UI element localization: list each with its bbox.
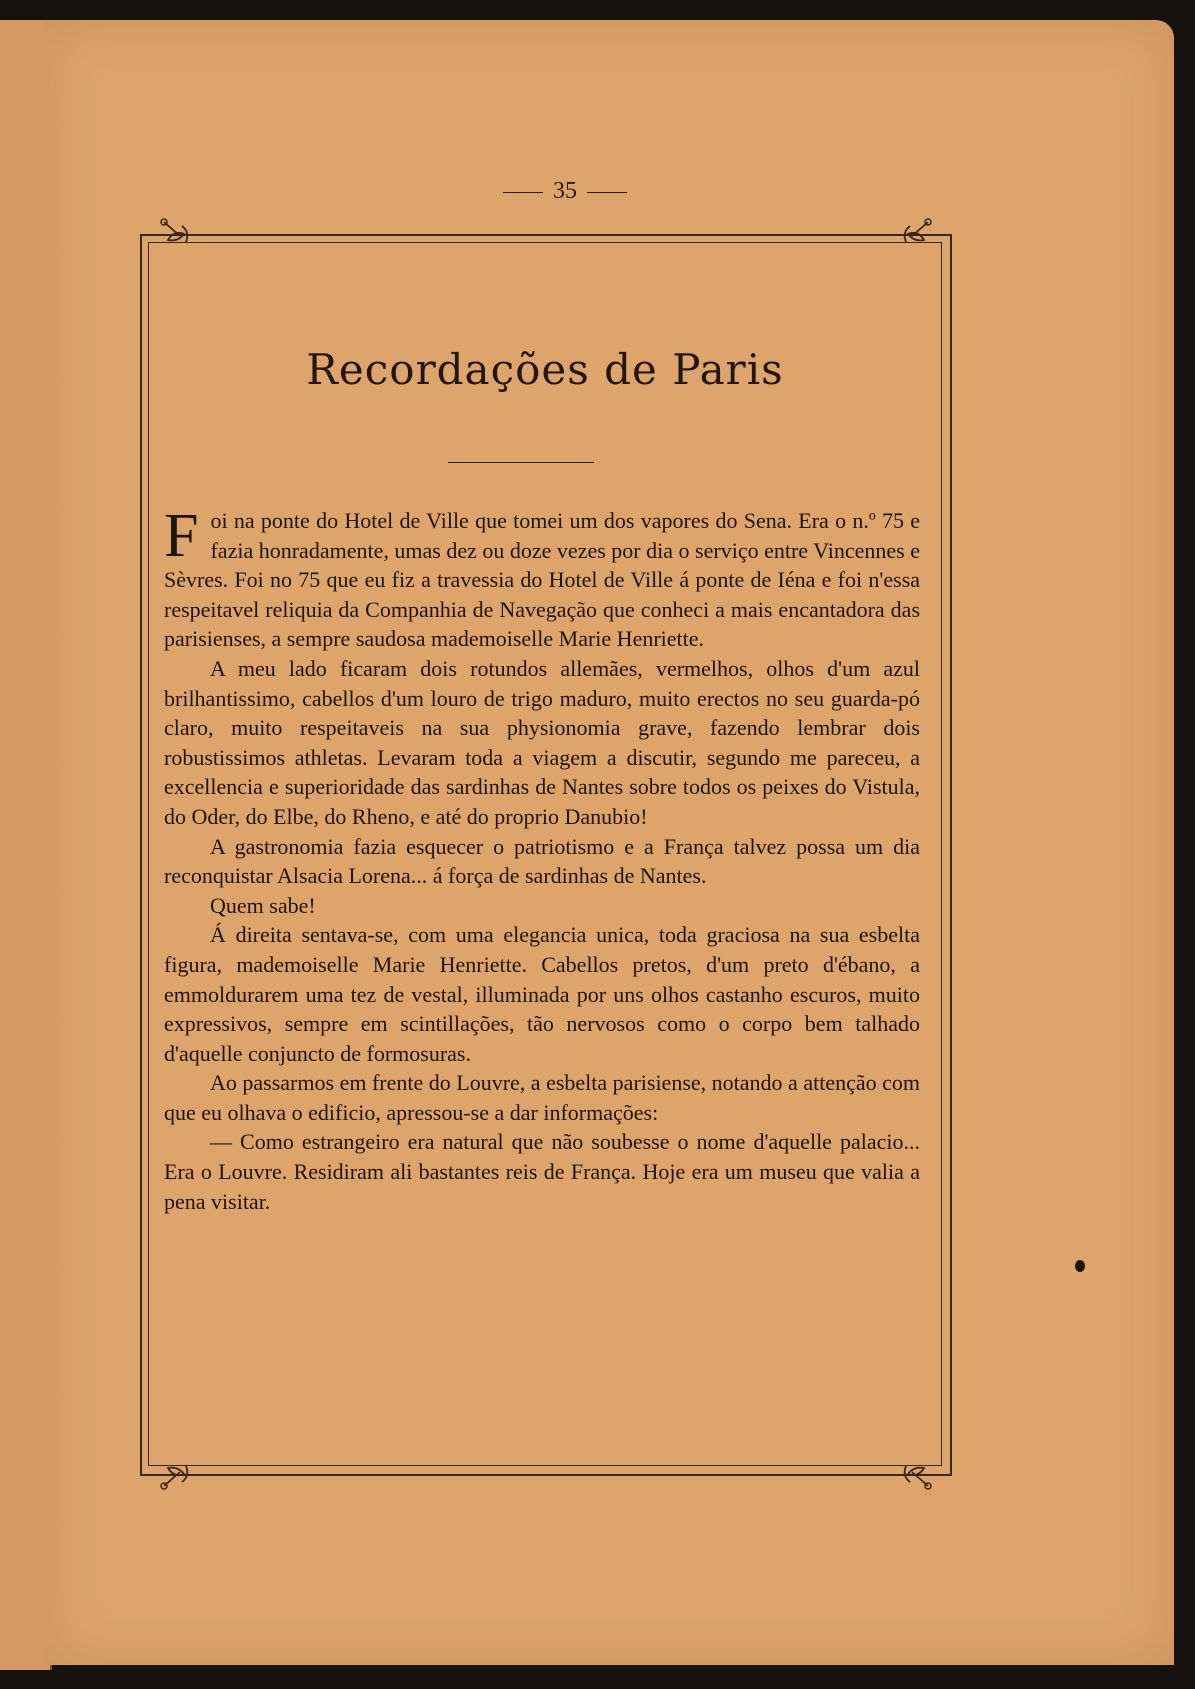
page-number-value: 35: [553, 178, 577, 204]
paragraph: Á direita sentava-se, com uma elegancia unica, toda graciosa na sua esbelta figura, mademoiselle Marie Henriette. Cabellos pretos, d'um preto d'ébano, a emmoldurarem uma tez de vestal, illuminada por uns olhos castanho escuros, muito expressivos, sempre em scintillações, tão nervosos como o corpo bem talhado d'aquelle conjuncto de formosuras.: [164, 922, 920, 1066]
page-number: [0, 178, 1130, 205]
paragraph: A gastronomia fazia esquecer o patriotismo e a França talvez possa um dia reconquistar Alsacia Lorena... á força de sardinhas de Nantes.: [164, 833, 920, 889]
article-body: [164, 502, 920, 1216]
paragraph: Ao passarmos em frente do Louvre, a esbelta parisiense, notando a attenção com que eu olhava o edificio, apressou-se a dar informações:: [164, 1070, 920, 1125]
corner-ornament-icon: [160, 218, 206, 264]
ink-spot: [1075, 1260, 1085, 1272]
corner-ornament-icon: [886, 218, 932, 264]
paragraph: — Como estrangeiro era natural que não soubesse o nome d'aquelle palacio... Era o Louvre. Residiram ali bastantes reis de França. Hoje era um museu que valia a pena visitar.: [164, 1129, 920, 1214]
title-rule: [448, 462, 594, 463]
corner-ornament-icon: [160, 1444, 206, 1490]
paragraph: Foi na ponte do Hotel de Ville que tomei um dos vapores do Sena. Era o n.º 75 e fazia honradamente, umas dez ou doze vezes por dia o serviço entre Vincennes e Sèvres. Foi no 75 que eu fiz a travessia do Hotel de Ville á ponte de Iéna e foi n'essa respeitavel reliquia da Companhia de Navegação que conheci a mais encantadora das parisienses, a sempre saudosa mademoiselle Marie Henriette.: [164, 502, 920, 652]
paragraph: Quem sabe!: [210, 892, 316, 918]
article-title: Recordações de Paris: [306, 345, 784, 394]
paragraph: A meu lado ficaram dois rotundos allemães, vermelhos, olhos d'um azul brilhantissimo, cabellos d'um louro de trigo maduro, muito erectos no seu guarda-pó claro, muito respeitaveis na sua physionomia grave, fazendo lembrar dois robustissimos athletas. Levaram toda a viagem a discutir, segundo me pareceu, a excellencia e superioridade das sardinhas de Nantes sobre todos os peixes do Vistula, do Oder, do Elbe, do Rheno, e até do proprio Danubio!: [164, 655, 920, 829]
drop-cap: F: [164, 502, 199, 570]
corner-ornament-icon: [886, 1444, 932, 1490]
